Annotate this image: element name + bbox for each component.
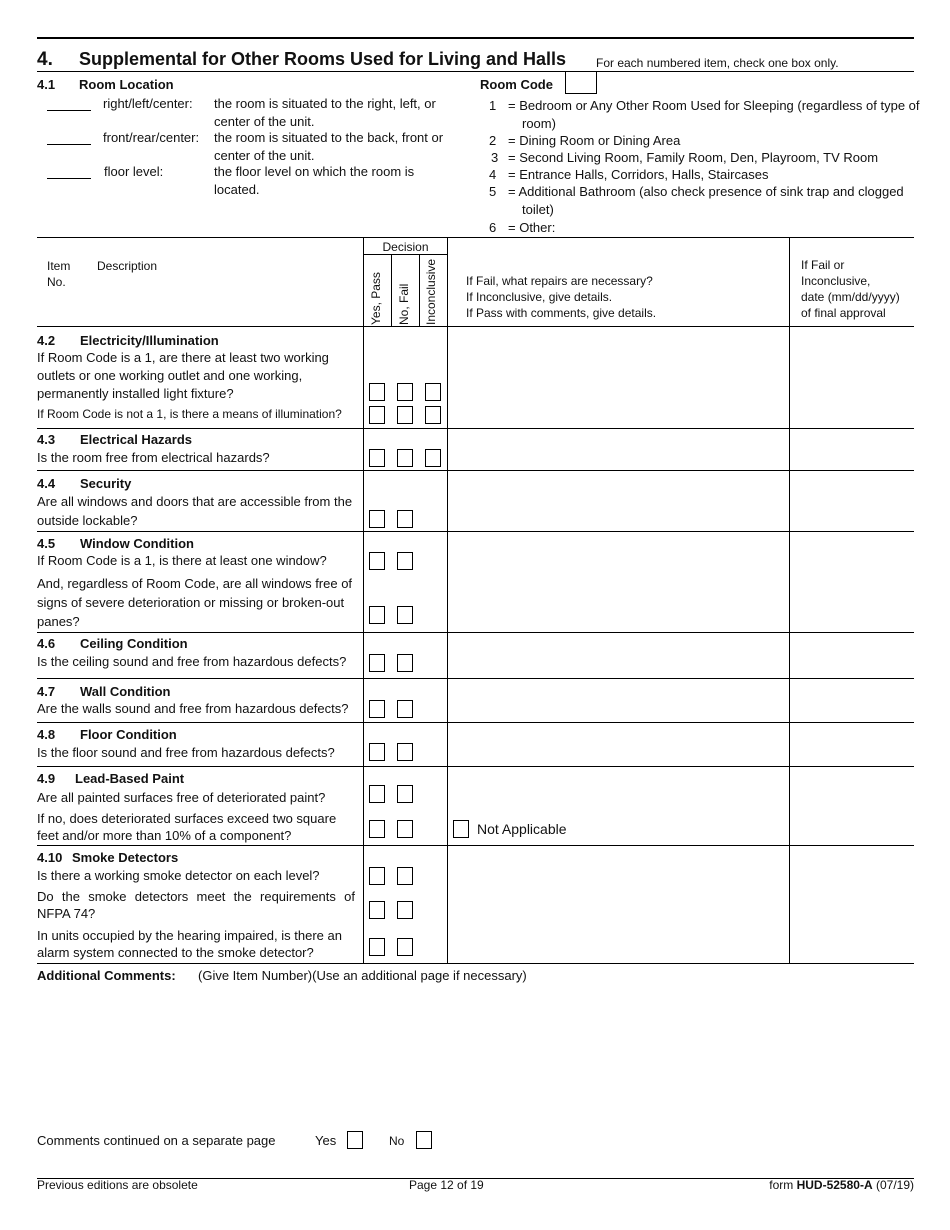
item-4-6-question-1: Is the ceiling sound and free from hazardous defects? (37, 654, 347, 669)
footer-left: Previous editions are obsolete (37, 1178, 198, 1192)
checkbox-4-9b-yes[interactable] (369, 820, 385, 838)
item-4-2-title: Electricity/Illumination (80, 333, 219, 348)
room-location-number: 4.1 (37, 77, 56, 92)
room-location-text-2: the room is situated to the back, front or center of the unit. (214, 130, 444, 163)
checkbox-4-7-no[interactable] (397, 700, 413, 718)
item-4-9-title: Lead-Based Paint (75, 771, 185, 786)
comments-yes-checkbox[interactable] (347, 1131, 363, 1149)
header-approval-4: of final approval (801, 306, 886, 320)
item-4-10-question-3: In units occupied by the hearing impaired, is there an alarm system connected to the smoke detector? (37, 928, 342, 960)
row-rule-43 (37, 428, 914, 429)
item-4-3-question-1: Is the room free from electrical hazards? (37, 450, 270, 465)
comments-label: Additional Comments: (37, 968, 176, 983)
item-4-10-title: Smoke Detectors (72, 850, 179, 865)
section-title: Supplemental for Other Rooms Used for Living and Halls (79, 49, 567, 69)
item-4-7-question-1: Are the walls sound and free from hazardous defects? (37, 701, 349, 716)
row-rule-45 (37, 531, 914, 532)
col-divider-decision (447, 238, 448, 964)
item-4-4-title: Security (80, 476, 132, 491)
item-4-5-question-2: And, regardless of Room Code, are all windows free of signs of severe deterioration or missing or broken-out panes? (37, 576, 353, 629)
checkbox-4-5a-yes[interactable] (369, 552, 385, 570)
item-4-5-number: 4.5 (37, 536, 56, 551)
checkbox-4-2b-inconclusive[interactable] (425, 406, 441, 424)
footer-form-id: HUD-52580-A (796, 1178, 873, 1192)
table-header-rule (37, 326, 914, 327)
top-rule (37, 37, 914, 39)
checkbox-4-10c-yes[interactable] (369, 938, 385, 956)
checkbox-4-4-yes[interactable] (369, 510, 385, 528)
table-top-rule (37, 237, 914, 238)
header-repairs-3: If Pass with comments, give details. (466, 306, 657, 320)
item-4-9-number: 4.9 (37, 771, 56, 786)
checkbox-4-8-no[interactable] (397, 743, 413, 761)
room-location-label-1: right/left/center: (103, 96, 193, 111)
item-4-9-question-2: If no, does deteriorated surfaces exceed two square feet and/or more than 10% of a component? (37, 811, 337, 843)
room-location-blank-1[interactable] (47, 110, 91, 111)
header-repairs-1: If Fail, what repairs are necessary? (466, 274, 653, 288)
checkbox-4-10a-yes[interactable] (369, 867, 385, 885)
col-divider-yes (391, 254, 392, 327)
room-location-label-2: front/rear/center: (103, 130, 200, 145)
room-code-text-4: = Entrance Halls, Corridors, Halls, Staircases (508, 167, 769, 182)
checkbox-4-5b-yes[interactable] (369, 606, 385, 624)
checkbox-4-2a-inconclusive[interactable] (425, 383, 441, 401)
col-divider-no (419, 254, 420, 327)
checkbox-4-9a-no[interactable] (397, 785, 413, 803)
item-4-7-number: 4.7 (37, 684, 56, 699)
footer-form-prefix: form (769, 1178, 794, 1192)
checkbox-4-4-no[interactable] (397, 510, 413, 528)
section-instruction: For each numbered item, check one box only. (596, 56, 839, 70)
checkbox-4-8-yes[interactable] (369, 743, 385, 761)
item-4-9-question-1: Are all painted surfaces free of deteriorated paint? (37, 790, 326, 805)
room-code-box[interactable] (565, 72, 597, 94)
row-rule-48 (37, 722, 914, 723)
room-code-text-2: = Dining Room or Dining Area (508, 133, 681, 148)
header-approval-3: date (mm/dd/yyyy) (801, 290, 900, 304)
col-divider-approval (789, 238, 790, 964)
item-4-10-number: 4.10 (37, 850, 63, 865)
footer-center: Page 12 of 19 (409, 1178, 484, 1192)
header-inconclusive: Inconclusive (424, 258, 438, 325)
header-yes-pass: Yes, Pass (369, 272, 383, 325)
checkbox-4-2a-no[interactable] (397, 383, 413, 401)
comments-continued-label: Comments continued on a separate page (37, 1133, 276, 1148)
item-4-3-title: Electrical Hazards (80, 432, 193, 447)
row-rule-49 (37, 766, 914, 767)
checkbox-4-6-yes[interactable] (369, 654, 385, 672)
item-4-6-title: Ceiling Condition (80, 636, 188, 651)
item-4-5-question-1: If Room Code is a 1, is there at least one window? (37, 553, 327, 568)
room-location-title: Room Location (79, 77, 174, 92)
room-location-blank-2[interactable] (47, 144, 91, 145)
comments-yes-label: Yes (315, 1133, 337, 1148)
not-applicable-label: Not Applicable (477, 821, 567, 837)
row-rule-410 (37, 845, 914, 846)
section-number: 4. (37, 49, 53, 70)
room-location-text-1: the room is situated to the right, left, or center of the unit. (214, 96, 436, 129)
room-code-title: Room Code (480, 77, 553, 92)
checkbox-4-5b-no[interactable] (397, 606, 413, 624)
item-4-8-number: 4.8 (37, 727, 56, 742)
row-rule-46 (37, 632, 914, 633)
footer-right (769, 1177, 914, 1193)
checkbox-4-10c-no[interactable] (397, 938, 413, 956)
item-4-2-question-1: If Room Code is a 1, are there at least two working outlets or one working outlet and one working, permanently installed light fixture? (37, 350, 329, 401)
room-code-num-4: 4 (489, 167, 497, 182)
room-code-text-3: = Second Living Room, Family Room, Den, Playroom, TV Room (508, 150, 879, 165)
item-4-10-question-1: Is there a working smoke detector on each level? (37, 868, 320, 883)
item-4-6-number: 4.6 (37, 636, 56, 651)
item-4-8-question-1: Is the floor sound and free from hazardous defects? (37, 745, 335, 760)
col-divider-desc (363, 238, 364, 964)
checkbox-4-7-yes[interactable] (369, 700, 385, 718)
checkbox-4-10b-no[interactable] (397, 901, 413, 919)
item-4-3-number: 4.3 (37, 432, 56, 447)
item-4-2-number: 4.2 (37, 333, 56, 348)
header-decision: Decision (382, 240, 429, 254)
row-rule-47 (37, 678, 914, 679)
checkbox-4-10b-yes[interactable] (369, 901, 385, 919)
checkbox-4-9a-yes[interactable] (369, 785, 385, 803)
room-code-num-3: 3 (491, 150, 499, 165)
header-approval-1: If Fail or (801, 258, 845, 272)
item-4-4-number: 4.4 (37, 476, 56, 491)
room-code-text-5: = Additional Bathroom (also check presence of sink trap and clogged toilet) (508, 184, 904, 217)
room-code-num-1: 1 (489, 98, 497, 113)
table-bottom-rule (37, 963, 914, 964)
checkbox-4-3-inconclusive[interactable] (425, 449, 441, 467)
checkbox-4-2a-yes[interactable] (369, 383, 385, 401)
checkbox-4-3-no[interactable] (397, 449, 413, 467)
header-no: No. (47, 275, 66, 289)
section-rule (37, 71, 914, 72)
footer-form-date: (07/19) (875, 1178, 914, 1192)
checkbox-4-5a-no[interactable] (397, 552, 413, 570)
item-4-5-title: Window Condition (80, 536, 194, 551)
item-4-7-title: Wall Condition (80, 684, 171, 699)
header-repairs-2: If Inconclusive, give details. (466, 290, 613, 304)
comments-no-label: No (389, 1134, 405, 1148)
checkbox-4-10a-no[interactable] (397, 867, 413, 885)
item-4-2-question-2: If Room Code is not a 1, is there a means of illumination? (37, 407, 342, 421)
room-location-blank-3[interactable] (47, 178, 91, 179)
room-code-num-2: 2 (489, 133, 497, 148)
room-code-num-6: 6 (489, 220, 497, 235)
checkbox-4-3-yes[interactable] (369, 449, 385, 467)
item-4-4-question-1: Are all windows and doors that are accessible from the outside lockable? (37, 494, 353, 528)
comments-area[interactable] (37, 988, 914, 1120)
checkbox-4-6-no[interactable] (397, 654, 413, 672)
checkbox-4-2b-yes[interactable] (369, 406, 385, 424)
room-code-num-5: 5 (489, 184, 497, 199)
header-no-fail: No, Fail (397, 283, 411, 325)
room-location-text-3: the floor level on which the room is located. (214, 164, 415, 197)
room-location-label-3: floor level: (104, 164, 164, 179)
checkbox-4-9b-no[interactable] (397, 820, 413, 838)
header-description: Description (97, 259, 158, 273)
comments-hint: (Give Item Number)(Use an additional page if necessary) (198, 968, 527, 983)
checkbox-4-2b-no[interactable] (397, 406, 413, 424)
room-code-text-6: = Other: (508, 220, 556, 235)
checkbox-not-applicable[interactable] (453, 820, 469, 838)
comments-no-checkbox[interactable] (416, 1131, 432, 1149)
item-4-8-title: Floor Condition (80, 727, 177, 742)
header-approval-2: Inconclusive, (801, 274, 871, 288)
item-4-10-question-2: Do the smoke detectors meet the requirements of NFPA 74? (37, 889, 355, 921)
row-rule-44 (37, 470, 914, 471)
room-code-text-1: = Bedroom or Any Other Room Used for Sleeping (regardless of type of room) (508, 98, 920, 131)
header-item: Item (47, 259, 71, 273)
